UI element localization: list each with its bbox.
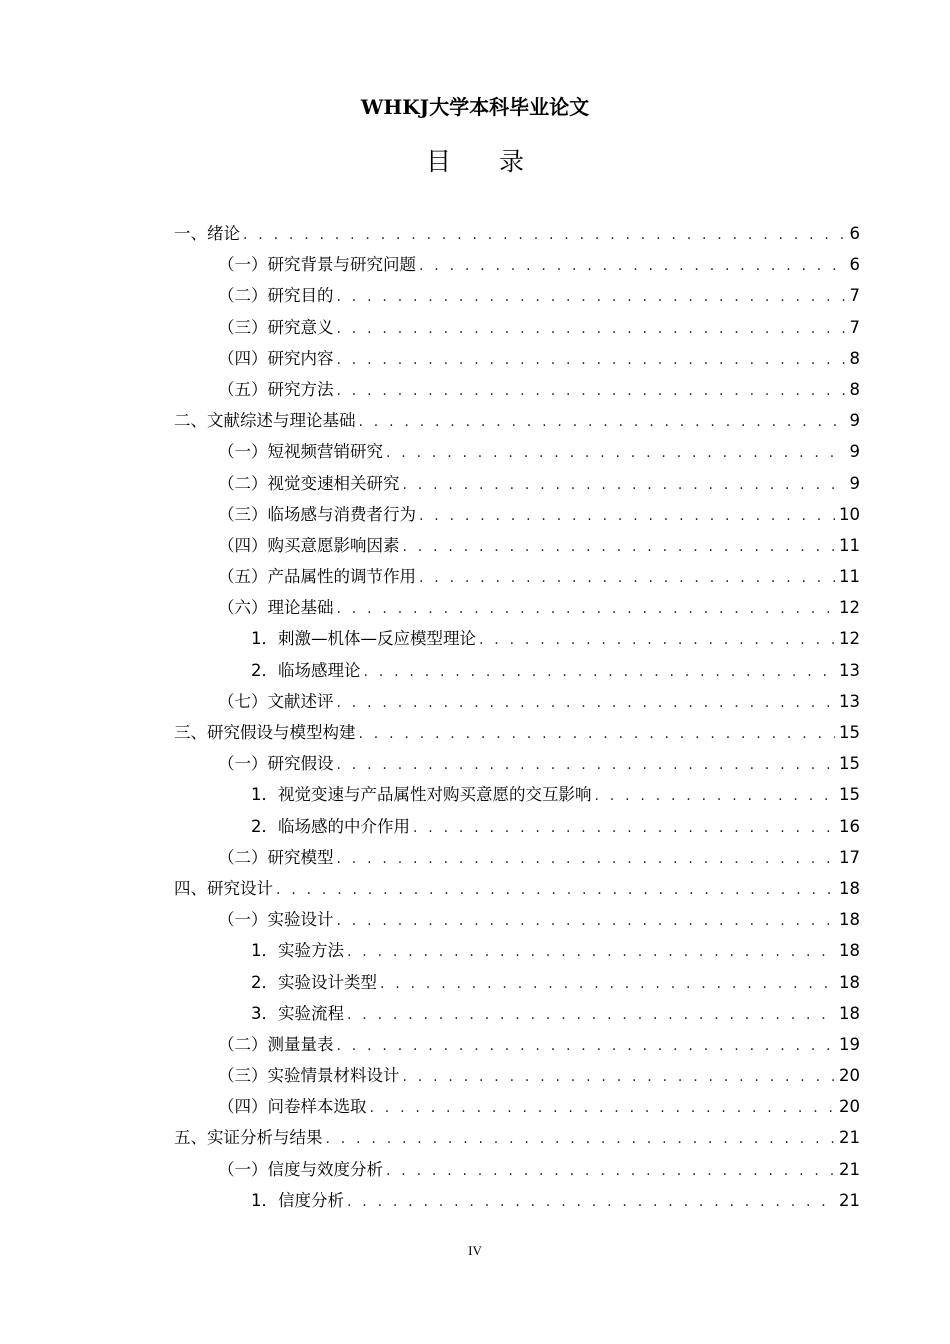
toc-dot-leader <box>413 813 835 844</box>
toc-dot-leader <box>337 1031 836 1062</box>
toc-entry-title: （一）研究假设 <box>218 754 334 774</box>
toc-entry-page-number: 6 <box>849 224 860 243</box>
toc-dot-leader <box>403 532 836 563</box>
toc-dot-leader <box>479 625 835 656</box>
toc-entry-page-number: 8 <box>849 379 860 399</box>
toc-dot-leader <box>347 937 835 968</box>
toc-dot-leader <box>337 906 836 937</box>
toc-entry-title: （二）测量量表 <box>218 1034 334 1054</box>
toc-entry-page-number: 18 <box>839 910 860 930</box>
toc-entry[interactable] <box>174 374 860 405</box>
toc-dot-leader <box>347 1187 835 1218</box>
toc-entry[interactable] <box>174 998 860 1029</box>
toc-entry[interactable] <box>174 1154 860 1185</box>
toc-entry-page-number: 18 <box>839 972 860 992</box>
toc-entry[interactable] <box>174 717 860 748</box>
toc-dot-leader <box>370 1093 836 1124</box>
toc-entry[interactable] <box>174 1060 860 1091</box>
toc-entry[interactable] <box>174 904 860 935</box>
toc-entry-title: （七）文献述评 <box>218 691 334 711</box>
toc-entry-title: （五）研究方法 <box>218 379 334 399</box>
toc-entry-page-number: 15 <box>839 754 860 774</box>
toc-dot-leader <box>337 314 846 345</box>
toc-entry-title: 1．刺激—机体—反应模型理论 <box>251 629 476 649</box>
toc-dot-leader <box>419 251 846 282</box>
toc-dot-leader <box>380 969 835 1000</box>
toc-entry[interactable] <box>174 249 860 280</box>
toc-entry-page-number: 7 <box>849 317 860 337</box>
toc-entry[interactable] <box>174 280 860 311</box>
toc-entry[interactable] <box>174 935 860 966</box>
toc-entry[interactable] <box>174 623 860 654</box>
toc-dot-leader <box>326 1124 836 1155</box>
toc-entry-page-number: 13 <box>839 660 860 680</box>
toc-dot-leader <box>419 563 835 594</box>
toc-entry-title: 一、绪论 <box>174 224 240 243</box>
toc-entry[interactable] <box>174 218 860 249</box>
toc-entry[interactable] <box>174 312 860 343</box>
toc-entry[interactable] <box>174 530 860 561</box>
toc-entry-page-number: 18 <box>839 941 860 961</box>
toc-dot-leader <box>403 470 846 501</box>
toc-entry-page-number: 9 <box>849 442 860 462</box>
toc-dot-leader <box>364 657 836 688</box>
toc-entry-page-number: 9 <box>849 473 860 493</box>
toc-entry-title: （四）购买意愿影响因素 <box>218 535 400 555</box>
toc-entry-page-number: 12 <box>839 629 860 649</box>
toc-entry-page-number: 7 <box>849 286 860 306</box>
toc-entry-title: 1．实验方法 <box>251 941 344 961</box>
toc-entry[interactable] <box>174 967 860 998</box>
toc-entry-page-number: 15 <box>839 785 860 805</box>
toc-entry-title: （六）理论基础 <box>218 598 334 618</box>
toc-entry[interactable] <box>174 842 860 873</box>
toc-entry-page-number: 21 <box>839 1159 860 1179</box>
toc-entry-page-number: 17 <box>839 847 860 867</box>
toc-entry-page-number: 20 <box>839 1066 860 1086</box>
toc-entry[interactable] <box>174 592 860 623</box>
toc-entry-title: （三）临场感与消费者行为 <box>218 504 416 524</box>
toc-entry-title: （二）研究目的 <box>218 286 334 306</box>
toc-entry-page-number: 11 <box>839 535 860 555</box>
toc-dot-leader <box>337 282 846 313</box>
toc-entry-page-number: 19 <box>839 1034 860 1054</box>
toc-entry-page-number: 21 <box>839 1128 860 1148</box>
toc-entry[interactable] <box>174 1091 860 1122</box>
toc-dot-leader <box>419 501 835 532</box>
toc-entry-page-number: 20 <box>839 1097 860 1117</box>
toc-entry[interactable] <box>174 686 860 717</box>
toc-entry-title: （四）问卷样本选取 <box>218 1097 367 1117</box>
toc-entry[interactable] <box>174 1122 860 1153</box>
toc-entry-title: （一）实验设计 <box>218 910 334 930</box>
toc-entry-page-number: 16 <box>839 816 860 836</box>
table-of-contents <box>174 218 860 1216</box>
toc-entry[interactable] <box>174 1029 860 1060</box>
toc-dot-leader <box>276 875 835 906</box>
toc-entry[interactable] <box>174 1185 860 1216</box>
toc-dot-leader <box>337 594 836 625</box>
toc-entry-title: （二）视觉变速相关研究 <box>218 473 400 493</box>
toc-entry[interactable] <box>174 811 860 842</box>
toc-entry-title: 五、实证分析与结果 <box>174 1128 323 1148</box>
toc-dot-leader <box>337 844 836 875</box>
toc-entry-title: 四、研究设计 <box>174 878 273 898</box>
toc-entry-page-number: 12 <box>839 598 860 618</box>
toc-entry-title: （一）信度与效度分析 <box>218 1159 383 1179</box>
toc-entry-title: （五）产品属性的调节作用 <box>218 567 416 587</box>
toc-entry-page-number: 15 <box>839 723 860 742</box>
toc-entry-page-number: 9 <box>849 411 860 431</box>
toc-entry-page-number: 11 <box>839 567 860 587</box>
toc-dot-leader <box>337 376 846 407</box>
toc-dot-leader <box>337 688 836 719</box>
toc-entry-title: 二、文献综述与理论基础 <box>174 411 356 431</box>
toc-dot-leader <box>386 438 846 469</box>
toc-entry[interactable] <box>174 436 860 467</box>
toc-entry-title: （一）研究背景与研究问题 <box>218 255 416 275</box>
toc-entry[interactable] <box>174 499 860 530</box>
toc-entry-title: （三）实验情景材料设计 <box>218 1066 400 1086</box>
toc-dot-leader <box>359 719 836 750</box>
page-number: IV <box>468 1243 482 1258</box>
toc-entry-title: （四）研究内容 <box>218 348 334 368</box>
toc-dot-leader <box>403 1062 836 1093</box>
toc-entry[interactable] <box>174 748 860 779</box>
toc-entry-title: （三）研究意义 <box>218 317 334 337</box>
toc-entry-title: 三、研究假设与模型构建 <box>174 723 356 742</box>
toc-dot-leader <box>337 750 836 781</box>
toc-dot-leader <box>337 345 846 376</box>
toc-entry-page-number: 18 <box>839 1003 860 1023</box>
toc-entry-page-number: 10 <box>839 504 860 524</box>
toc-entry[interactable] <box>174 779 860 810</box>
toc-dot-leader <box>243 220 846 251</box>
toc-entry-title: 2．实验设计类型 <box>251 972 377 992</box>
toc-entry-page-number: 13 <box>839 691 860 711</box>
toc-entry-title: 3．实验流程 <box>251 1003 344 1023</box>
toc-entry-page-number: 8 <box>849 348 860 368</box>
toc-entry[interactable] <box>174 343 860 374</box>
toc-title: 目 录 <box>426 147 544 176</box>
toc-entry[interactable] <box>174 468 860 499</box>
toc-entry-page-number: 6 <box>849 255 860 275</box>
toc-entry-title: 2．临场感理论 <box>251 660 361 680</box>
toc-entry[interactable] <box>174 405 860 436</box>
toc-entry-title: （一）短视频营销研究 <box>218 442 383 462</box>
toc-entry[interactable] <box>174 873 860 904</box>
toc-entry-page-number: 21 <box>839 1190 860 1210</box>
toc-entry[interactable] <box>174 561 860 592</box>
toc-dot-leader <box>595 781 836 812</box>
running-header: WHKJ大学本科毕业论文 <box>360 95 590 119</box>
toc-entry-page-number: 18 <box>839 878 860 898</box>
toc-dot-leader <box>347 1000 835 1031</box>
toc-entry[interactable] <box>174 655 860 686</box>
toc-entry-title: 1．视觉变速与产品属性对购买意愿的交互影响 <box>251 785 592 805</box>
toc-entry-title: 1．信度分析 <box>251 1190 344 1210</box>
toc-entry-title: 2．临场感的中介作用 <box>251 816 410 836</box>
toc-entry-title: （二）研究模型 <box>218 847 334 867</box>
toc-dot-leader <box>359 407 846 438</box>
toc-dot-leader <box>386 1156 835 1187</box>
